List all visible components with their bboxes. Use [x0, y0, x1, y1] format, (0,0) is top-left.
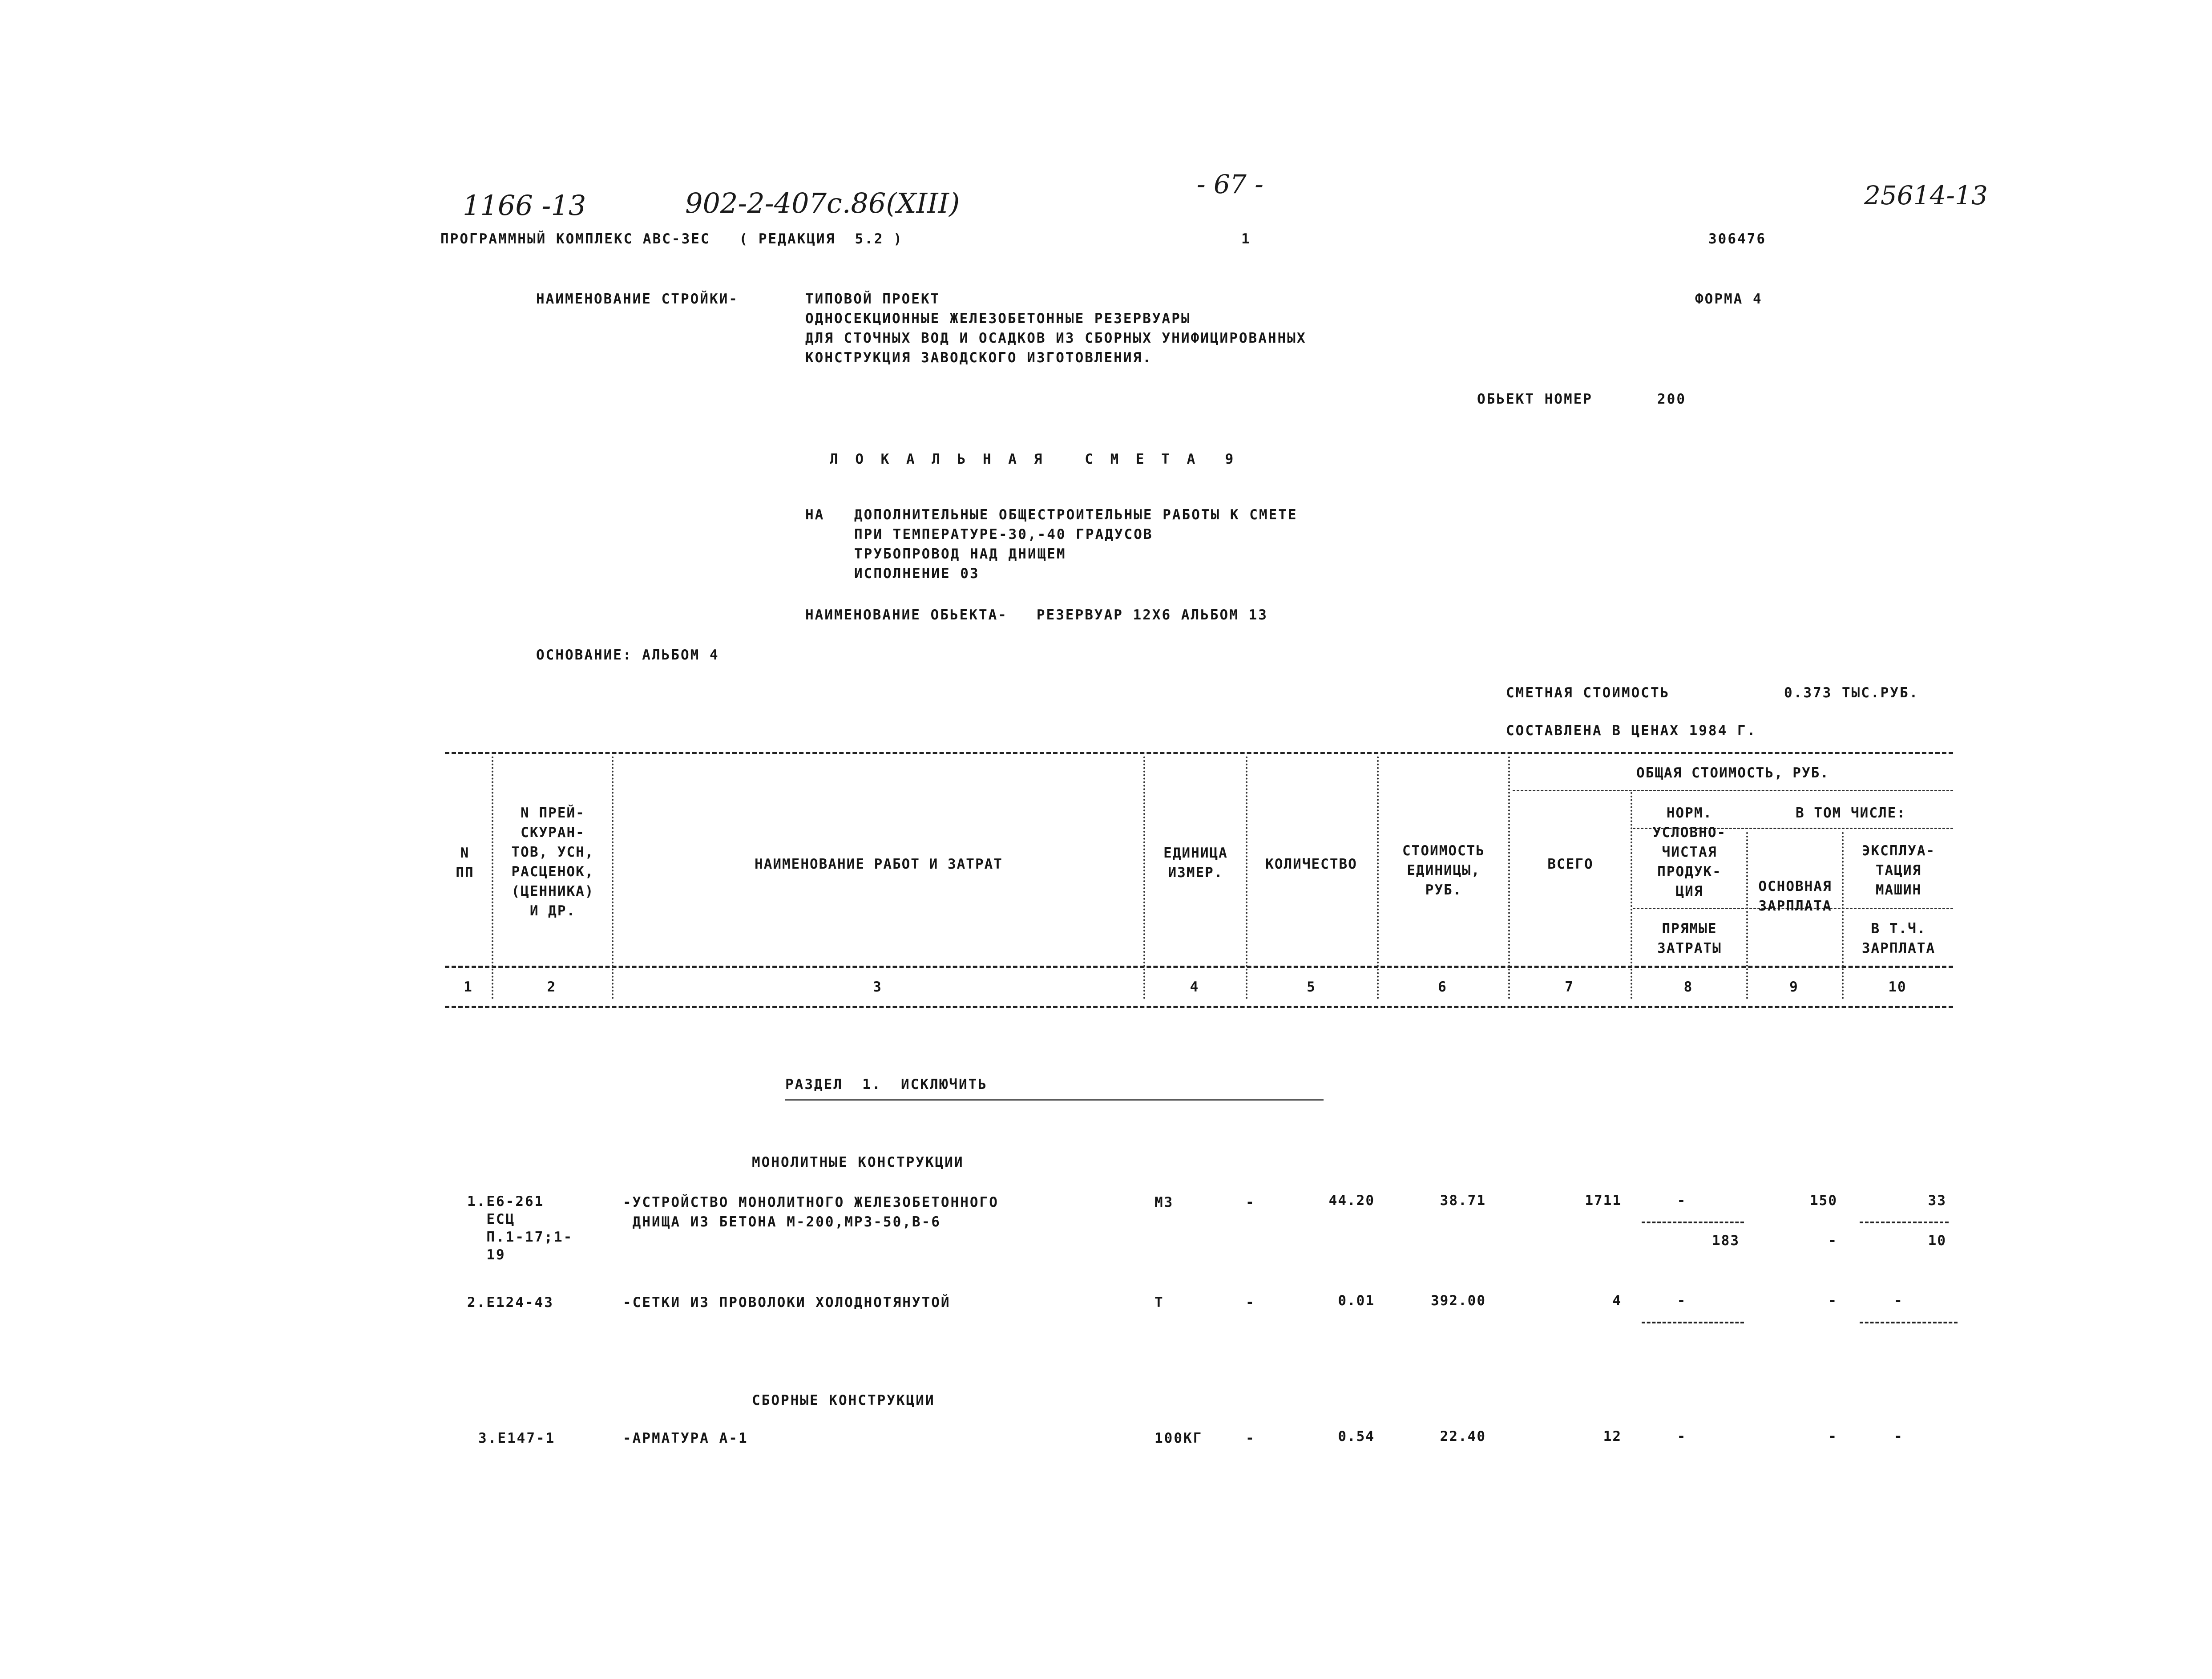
col-number: 3 — [873, 979, 882, 995]
col-number: 5 — [1307, 979, 1316, 995]
construction-lines — [805, 289, 1307, 368]
subject-line: ДОПОЛНИТЕЛЬНЫЕ ОБЩЕСТРОИТЕЛЬНЫЕ РАБОТЫ К СМЕТЕ — [854, 507, 1298, 523]
estimated-cost-label: СМЕТНАЯ СТОИМОСТЬ — [1506, 685, 1670, 701]
col-divider — [492, 757, 493, 999]
col-divider — [1508, 757, 1510, 999]
construction-line: КОНСТРУКЦИЯ ЗАВОДСКОГО ИЗГОТОВЛЕНИЯ. — [805, 350, 1152, 366]
col-divider — [1143, 757, 1145, 999]
row-total: 1711 — [1585, 1193, 1622, 1209]
header-machines: ЭКСПЛУА- ТАЦИЯ МАШИН — [1861, 843, 1936, 898]
header-basic-wage: ОСНОВНАЯ ЗАРПЛАТА — [1758, 878, 1832, 914]
object-name: НАИМЕНОВАНИЕ ОБЬЕКТА- РЕЗЕРВУАР 12Х6 АЛЬБОМ 13 — [805, 607, 1268, 623]
object-number-label: ОБЬЕКТ НОМЕР — [1477, 391, 1593, 407]
row-col10: - — [1894, 1293, 1903, 1309]
col-divider — [1746, 832, 1748, 999]
subject-line: ИСПОЛНЕНИЕ 03 — [854, 566, 980, 582]
row-name: -АРМАТУРА А-1 — [623, 1430, 748, 1446]
header-incl: В ТОМ ЧИСЛЕ: — [1796, 805, 1906, 821]
construction-line: ДЛЯ СТОЧНЫХ ВОД И ОСАДКОВ ИЗ СБОРНЫХ УНИФИЦИРОВАННЫХ — [805, 330, 1307, 346]
page-mark: 1 — [1241, 231, 1251, 247]
row-total: 4 — [1612, 1293, 1622, 1309]
group-prefab: СБОРНЫЕ КОНСТРУКЦИИ — [752, 1392, 935, 1408]
row-unit-dash: - — [1246, 1430, 1255, 1446]
document-title: Л О К А Л Ь Н А Я С М Е Т А 9 — [830, 451, 1238, 467]
subject-prefix: НА — [805, 507, 825, 523]
row-col9-dash: - — [1828, 1233, 1837, 1249]
doc-number: 306476 — [1708, 231, 1766, 247]
prices-year: СОСТАВЛЕНА В ЦЕНАХ 1984 Г. — [1506, 723, 1757, 739]
construction-line: ОДНОСЕКЦИОННЫЕ ЖЕЛЕЗОБЕТОННЫЕ РЕЗЕРВУАРЫ — [805, 311, 1191, 327]
section-title: РАЗДЕЛ 1. ИСКЛЮЧИТЬ — [785, 1076, 988, 1092]
header-bottom-rule — [445, 966, 1953, 968]
col-divider — [1246, 757, 1247, 999]
row-col8-second: 183 — [1712, 1233, 1740, 1249]
col-number: 10 — [1888, 979, 1907, 995]
header-cond: НОРМ. УСЛОВНО- ЧИСТАЯ ПРОДУК- ЦИЯ — [1652, 805, 1727, 899]
col-number: 2 — [547, 979, 557, 995]
handwritten-page-number: - 67 - — [1197, 169, 1263, 199]
row-code: 1.Е6-261 ЕСЦ П.1-17;1- 19 — [467, 1194, 573, 1263]
header-total-group: ОБЩАЯ СТОИМОСТЬ, РУБ. — [1636, 765, 1829, 781]
row-qty: 44.20 — [1328, 1193, 1375, 1209]
row-qty: 0.01 — [1338, 1293, 1375, 1309]
col-number: 6 — [1438, 979, 1447, 995]
row-code: 2.Е124-43 — [467, 1295, 554, 1311]
row-name: -СЕТКИ ИЗ ПРОВОЛОКИ ХОЛОДНОТЯНУТОЙ — [623, 1295, 951, 1311]
row-col10-rule — [1860, 1222, 1949, 1223]
row-code: 3.Е147-1 — [478, 1430, 556, 1446]
group-monolithic: МОНОЛИТНЫЕ КОНСТРУКЦИИ — [752, 1154, 964, 1170]
row-col9: 150 — [1810, 1193, 1837, 1209]
row-qty: 0.54 — [1338, 1428, 1375, 1444]
object-number: 200 — [1657, 391, 1686, 407]
form-label: ФОРМА 4 — [1695, 291, 1763, 307]
subject-line: ТРУБОПРОВОД НАД ДНИЩЕМ — [854, 546, 1066, 562]
col-divider — [1631, 792, 1632, 999]
col-number: 9 — [1789, 979, 1799, 995]
estimated-cost-value: 0.373 ТЫС.РУБ. — [1784, 685, 1919, 701]
col-number: 8 — [1683, 979, 1693, 995]
header-norms: N ПРЕЙ- СКУРАН- ТОВ, УСН, РАСЦЕНОК, (ЦЕННИКА) И ДР. — [511, 805, 594, 919]
program-header: ПРОГРАММНЫЙ КОМПЛЕКС АВС-3ЕС ( РЕДАКЦИЯ 5.2 ) — [440, 231, 903, 247]
row-col10: 33 — [1928, 1193, 1946, 1209]
row-total: 12 — [1603, 1428, 1622, 1444]
col-number: 4 — [1190, 979, 1199, 995]
row-unit: Т — [1154, 1295, 1164, 1311]
row-col8: - — [1677, 1293, 1687, 1309]
row-unitcost: 38.71 — [1440, 1193, 1486, 1209]
col-number: 7 — [1565, 979, 1574, 995]
construction-label: НАИМЕНОВАНИЕ СТРОЙКИ- — [536, 291, 739, 307]
header-total: ВСЕГО — [1547, 856, 1594, 872]
row-unitcost: 22.40 — [1440, 1428, 1486, 1444]
header-unitcost: СТОИМОСТЬ ЕДИНИЦЫ, РУБ. — [1402, 843, 1485, 898]
basis: ОСНОВАНИЕ: АЛЬБОМ 4 — [536, 647, 719, 663]
col-number: 1 — [464, 979, 473, 995]
col-divider — [612, 757, 614, 999]
row-name: -УСТРОЙСТВО МОНОЛИТНОГО ЖЕЛЕЗОБЕТОННОГО ДНИЩА ИЗ БЕТОНА М-200,МРЗ-50,В-6 — [623, 1194, 999, 1230]
row-unit-dash: - — [1246, 1194, 1255, 1210]
total-group-rule — [1513, 790, 1953, 791]
section-underline — [785, 1099, 1324, 1101]
row-col8-rule — [1642, 1222, 1744, 1223]
col-numbers-bottom-rule — [445, 1006, 1953, 1008]
row-unit: 100КГ — [1154, 1430, 1203, 1446]
header-direct: ПРЯМЫЕ ЗАТРАТЫ — [1657, 921, 1722, 956]
subject-line: ПРИ ТЕМПЕРАТУРЕ-30,-40 ГРАДУСОВ — [854, 526, 1153, 542]
row-col9: - — [1828, 1428, 1837, 1444]
table-top-rule — [445, 752, 1953, 754]
construction-line: ТИПОВОЙ ПРОЕКТ — [805, 291, 941, 307]
handwritten-left-code: 1166 -13 — [463, 189, 586, 222]
col-divider — [1842, 832, 1844, 999]
row-col10: - — [1894, 1428, 1903, 1444]
header-machine-wage: В Т.Ч. ЗАРПЛАТА — [1861, 921, 1936, 956]
row-col8: - — [1677, 1193, 1687, 1209]
row-unit-dash: - — [1246, 1295, 1255, 1311]
handwritten-project-code: 902-2-407с.86(XIII) — [685, 187, 960, 219]
subject-lines — [854, 505, 1298, 583]
row-col8: - — [1677, 1428, 1687, 1444]
row-col9: - — [1828, 1293, 1837, 1309]
header-name: НАИМЕНОВАНИЕ РАБОТ И ЗАТРАТ — [755, 856, 1003, 872]
row-unit: М3 — [1154, 1194, 1174, 1210]
col-divider — [1377, 757, 1379, 999]
header-n: N ПП — [456, 845, 474, 881]
row-unitcost: 392.00 — [1431, 1293, 1486, 1309]
row-col10-rule — [1860, 1322, 1958, 1323]
row-col8-rule — [1642, 1322, 1744, 1323]
handwritten-right-code: 25614-13 — [1864, 180, 1988, 210]
header-qty: КОЛИЧЕСТВО — [1265, 856, 1357, 872]
header-unit: ЕДИНИЦА ИЗМЕР. — [1163, 845, 1228, 881]
row-col10-second: 10 — [1928, 1233, 1946, 1249]
